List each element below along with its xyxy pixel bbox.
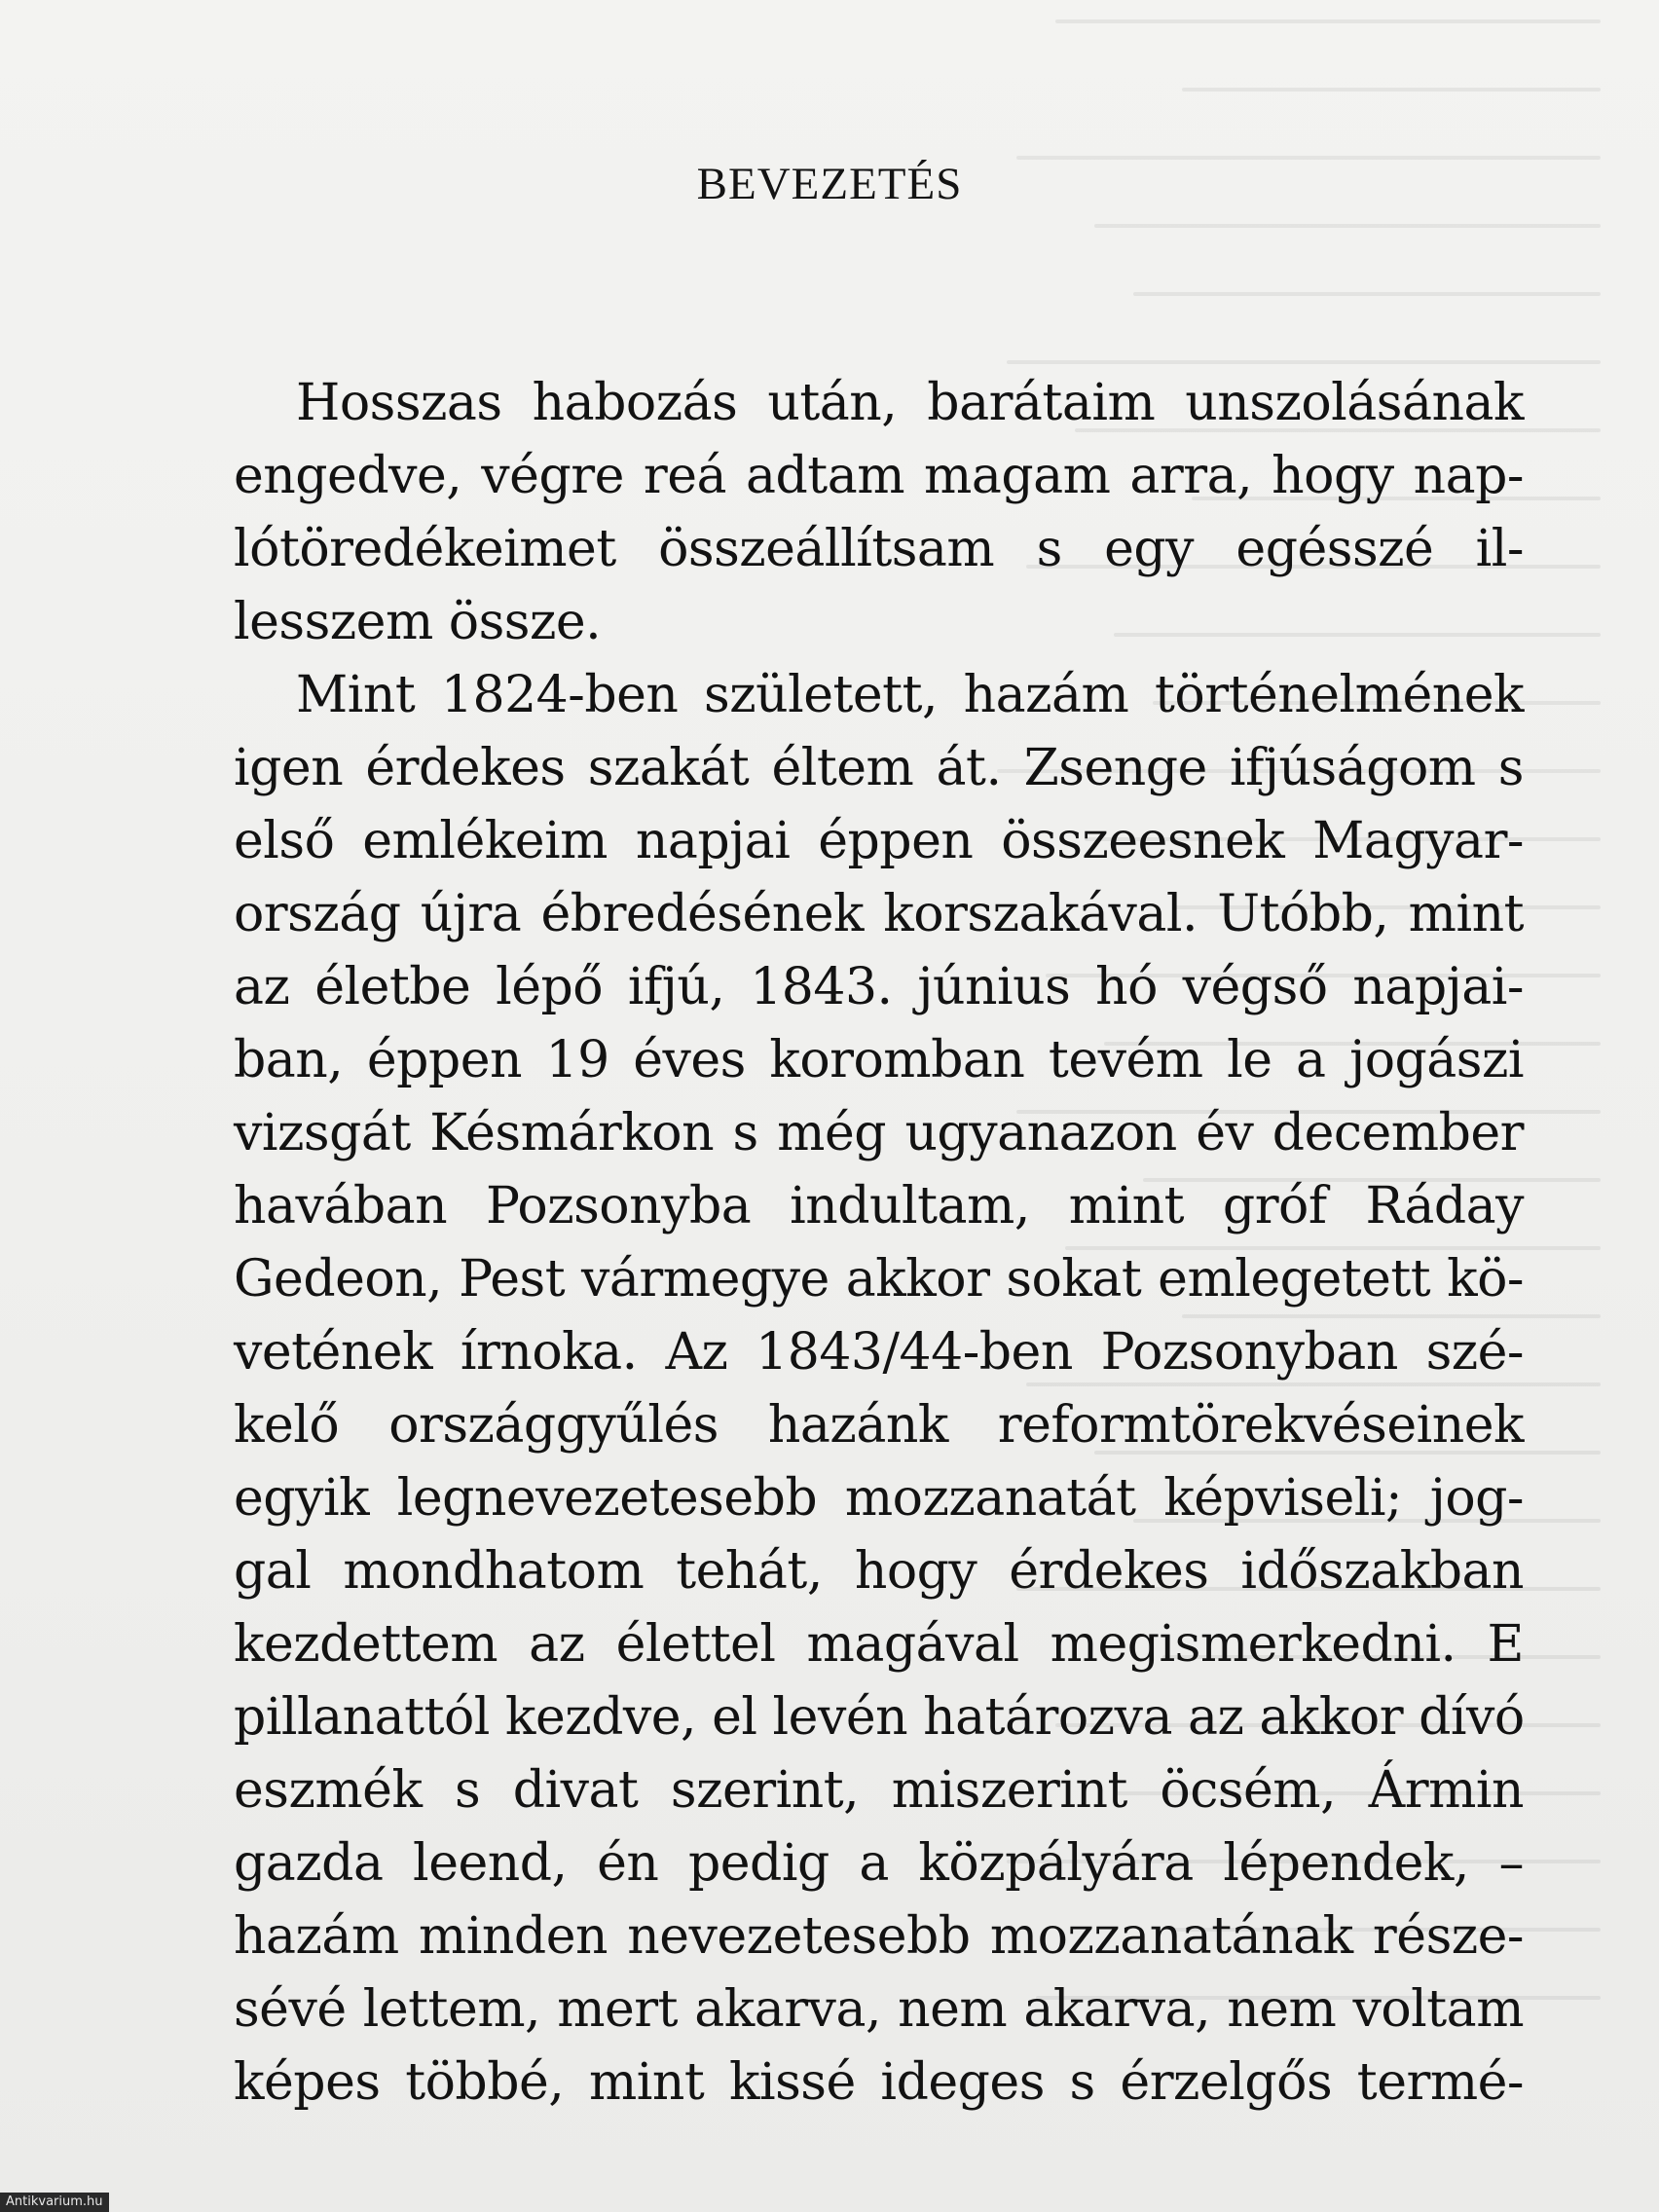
text-line: Hosszas habozás után, barátaim unszolásának xyxy=(296,374,1524,432)
text-line: egyik legnevezetesebb mozzanatát képviseli; jog- xyxy=(234,1469,1524,1528)
text-line: kezdettem az élettel magával megismerkedni. E xyxy=(234,1615,1524,1674)
text-line: lesszem össze. xyxy=(234,593,602,651)
text-line: Gedeon, Pest vármegye akkor sokat emlegetett kö- xyxy=(234,1250,1524,1309)
text-line: Mint 1824-ben született, hazám történelmének xyxy=(296,666,1524,724)
watermark-label: Antikvarium.hu xyxy=(0,2193,109,2212)
text-line: sévé lettem, mert akarva, nem akarva, nem voltam xyxy=(234,1980,1524,2039)
text-line: engedve, végre reá adtam magam arra, hogy nap- xyxy=(234,447,1524,505)
text-line: gazda leend, én pedig a közpályára lépendek, – xyxy=(234,1834,1524,1893)
text-line: havában Pozsonyba indultam, mint gróf Ráday xyxy=(234,1177,1524,1235)
bleed-through-line xyxy=(1182,88,1601,92)
text-line: lótöredékeimet összeállítsam s egy egésszé il- xyxy=(234,520,1524,578)
bleed-through-line xyxy=(1094,224,1601,228)
bleed-through-line xyxy=(1007,360,1601,364)
text-line: az életbe lépő ifjú, 1843. június hó végső napjai- xyxy=(234,958,1524,1016)
text-line: gal mondhatom tehát, hogy érdekes időszakban xyxy=(234,1542,1524,1601)
text-line: eszmék s divat szerint, miszerint öcsém, Ármin xyxy=(234,1761,1524,1820)
text-line: vizsgát Késmárkon s még ugyanazon év december xyxy=(234,1104,1524,1162)
text-line: ban, éppen 19 éves koromban tevém le a jogászi xyxy=(234,1031,1524,1089)
text-line: első emlékeim napjai éppen összeesnek Magyar- xyxy=(234,812,1524,870)
text-line: képes többé, mint kissé ideges s érzelgős termé- xyxy=(234,2053,1524,2112)
bleed-through-line xyxy=(1133,292,1601,296)
chapter-heading: BEVEZETÉS xyxy=(696,159,963,209)
text-line: vetének írnoka. Az 1843/44-ben Pozsonyban szé- xyxy=(234,1323,1524,1382)
text-line: ország újra ébredésének korszakával. Utóbb, mint xyxy=(234,885,1524,943)
body-text xyxy=(234,367,1524,2120)
bleed-through-line xyxy=(1055,19,1601,23)
text-line: igen érdekes szakát éltem át. Zsenge ifjúságom s xyxy=(234,739,1524,797)
text-line: pillanattól kezdve, el levén határozva az akkor dívó xyxy=(234,1688,1525,1747)
paragraph-2 xyxy=(234,659,1524,2120)
paragraph-1 xyxy=(234,367,1524,659)
text-line: hazám minden nevezetesebb mozzanatának része- xyxy=(234,1907,1524,1966)
text-line: kelő országgyűlés hazánk reformtörekvéseinek xyxy=(234,1396,1524,1455)
